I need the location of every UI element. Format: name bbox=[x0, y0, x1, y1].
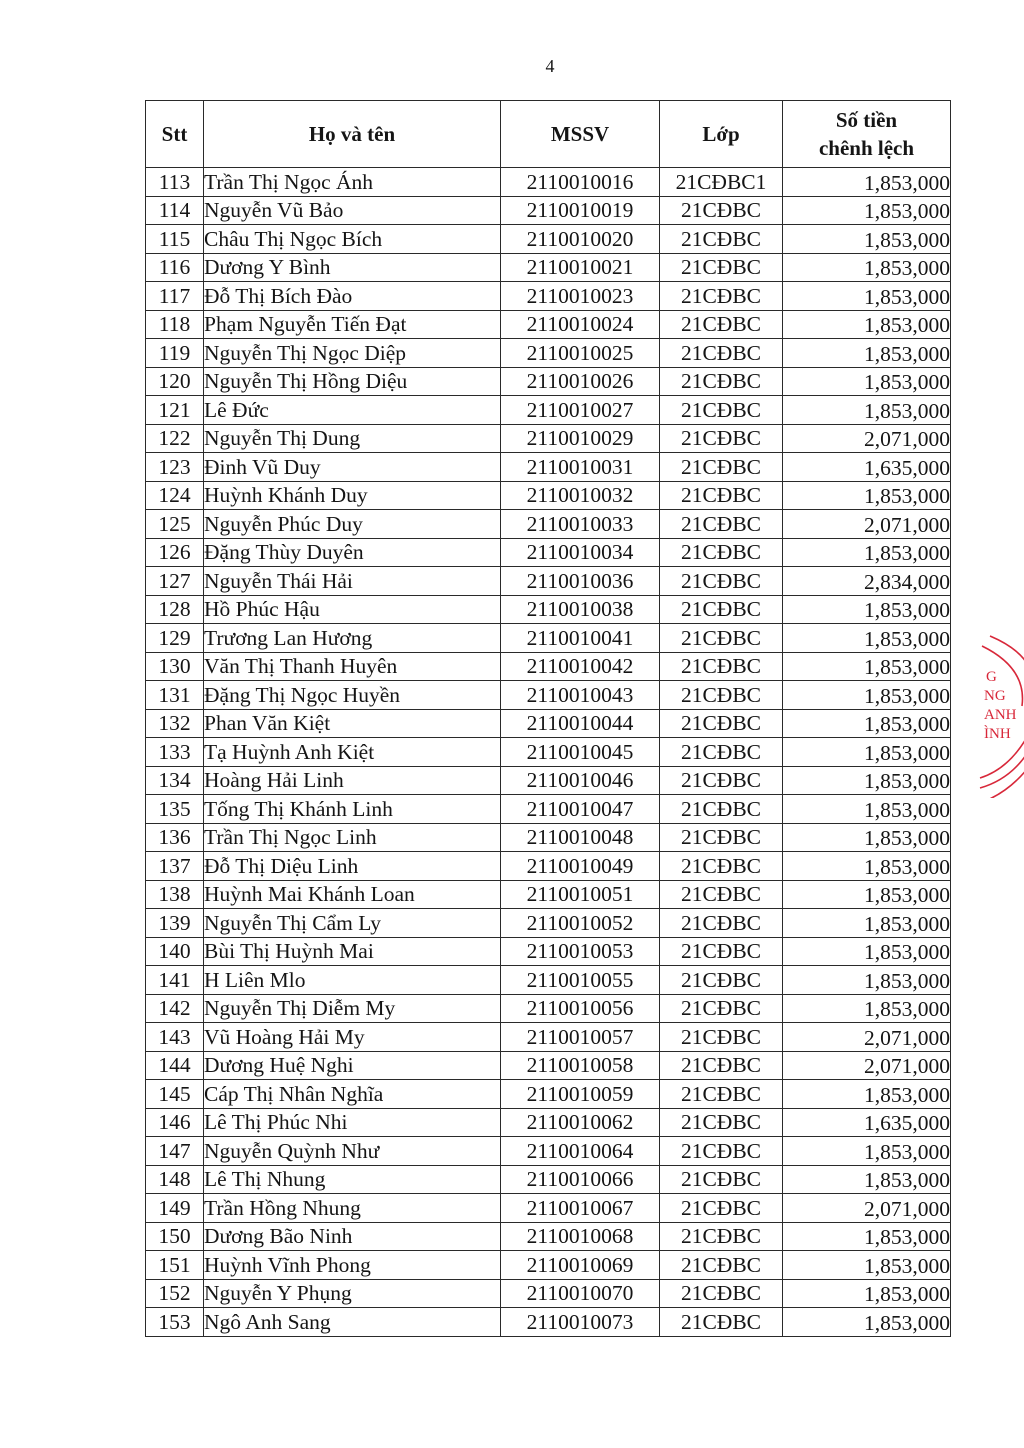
cell-stt: 126 bbox=[146, 538, 204, 567]
cell-lop: 21CĐBC bbox=[660, 823, 783, 852]
table-row bbox=[146, 852, 951, 881]
cell-stt: 128 bbox=[146, 595, 204, 624]
cell-name: Trần Thị Ngọc Linh bbox=[204, 823, 501, 852]
cell-name: Đặng Thị Ngọc Huyền bbox=[204, 681, 501, 710]
cell-amount: 1,853,000 bbox=[783, 852, 951, 881]
cell-stt: 150 bbox=[146, 1222, 204, 1251]
cell-amount: 1,853,000 bbox=[783, 624, 951, 653]
cell-amount: 1,853,000 bbox=[783, 481, 951, 510]
cell-lop: 21CĐBC bbox=[660, 310, 783, 339]
cell-lop: 21CĐBC bbox=[660, 538, 783, 567]
cell-amount: 1,853,000 bbox=[783, 1080, 951, 1109]
cell-name: Đinh Vũ Duy bbox=[204, 453, 501, 482]
table-row bbox=[146, 310, 951, 339]
cell-stt: 131 bbox=[146, 681, 204, 710]
cell-amount: 2,071,000 bbox=[783, 1194, 951, 1223]
table-row bbox=[146, 1308, 951, 1337]
cell-amount: 1,853,000 bbox=[783, 1137, 951, 1166]
stamp-text-2: NG bbox=[984, 688, 1006, 704]
cell-name: Lê Thị Nhung bbox=[204, 1165, 501, 1194]
cell-stt: 139 bbox=[146, 909, 204, 938]
cell-stt: 120 bbox=[146, 367, 204, 396]
cell-amount: 2,834,000 bbox=[783, 567, 951, 596]
cell-name: Hồ Phúc Hậu bbox=[204, 595, 501, 624]
cell-amount: 1,853,000 bbox=[783, 994, 951, 1023]
header-stt: Stt bbox=[146, 101, 204, 168]
cell-mssv: 2110010047 bbox=[501, 795, 660, 824]
table-row bbox=[146, 1051, 951, 1080]
cell-lop: 21CĐBC bbox=[660, 966, 783, 995]
page-number: 4 bbox=[545, 56, 555, 76]
cell-amount: 1,853,000 bbox=[783, 253, 951, 282]
header-amount-line2: chênh lệch bbox=[818, 136, 915, 160]
table-row bbox=[146, 823, 951, 852]
cell-stt: 151 bbox=[146, 1251, 204, 1280]
table-row bbox=[146, 766, 951, 795]
cell-name: Nguyễn Y Phụng bbox=[204, 1279, 501, 1308]
cell-amount: 2,071,000 bbox=[783, 510, 951, 539]
cell-stt: 123 bbox=[146, 453, 204, 482]
cell-lop: 21CĐBC bbox=[660, 795, 783, 824]
cell-name: Trương Lan Hương bbox=[204, 624, 501, 653]
cell-lop: 21CĐBC bbox=[660, 225, 783, 254]
table-row bbox=[146, 1222, 951, 1251]
cell-amount: 1,853,000 bbox=[783, 966, 951, 995]
cell-name: Nguyễn Thị Hồng Diệu bbox=[204, 367, 501, 396]
cell-lop: 21CĐBC bbox=[660, 595, 783, 624]
cell-stt: 143 bbox=[146, 1023, 204, 1052]
cell-lop: 21CĐBC bbox=[660, 1080, 783, 1109]
cell-mssv: 2110010023 bbox=[501, 282, 660, 311]
cell-amount: 2,071,000 bbox=[783, 1023, 951, 1052]
cell-mssv: 2110010026 bbox=[501, 367, 660, 396]
cell-mssv: 2110010066 bbox=[501, 1165, 660, 1194]
cell-name: Nguyễn Thị Cẩm Ly bbox=[204, 909, 501, 938]
cell-amount: 1,853,000 bbox=[783, 1279, 951, 1308]
cell-mssv: 2110010034 bbox=[501, 538, 660, 567]
table-row bbox=[146, 367, 951, 396]
cell-mssv: 2110010056 bbox=[501, 994, 660, 1023]
cell-amount: 1,853,000 bbox=[783, 538, 951, 567]
cell-stt: 125 bbox=[146, 510, 204, 539]
cell-lop: 21CĐBC bbox=[660, 1222, 783, 1251]
cell-mssv: 2110010067 bbox=[501, 1194, 660, 1223]
cell-mssv: 2110010029 bbox=[501, 424, 660, 453]
cell-amount: 1,853,000 bbox=[783, 225, 951, 254]
cell-name: Dương Bão Ninh bbox=[204, 1222, 501, 1251]
cell-mssv: 2110010016 bbox=[501, 168, 660, 197]
cell-mssv: 2110010062 bbox=[501, 1108, 660, 1137]
cell-amount: 1,853,000 bbox=[783, 367, 951, 396]
cell-lop: 21CĐBC bbox=[660, 1279, 783, 1308]
header-mssv: MSSV bbox=[501, 101, 660, 168]
cell-stt: 127 bbox=[146, 567, 204, 596]
cell-lop: 21CĐBC bbox=[660, 1023, 783, 1052]
cell-name: Lê Thị Phúc Nhi bbox=[204, 1108, 501, 1137]
cell-amount: 1,853,000 bbox=[783, 595, 951, 624]
cell-mssv: 2110010019 bbox=[501, 196, 660, 225]
cell-lop: 21CĐBC bbox=[660, 937, 783, 966]
table-row bbox=[146, 1137, 951, 1166]
cell-amount: 1,853,000 bbox=[783, 823, 951, 852]
table-row bbox=[146, 652, 951, 681]
table-row bbox=[146, 567, 951, 596]
cell-name: Nguyễn Vũ Bảo bbox=[204, 196, 501, 225]
cell-lop: 21CĐBC bbox=[660, 1051, 783, 1080]
header-amount bbox=[783, 101, 951, 168]
cell-mssv: 2110010068 bbox=[501, 1222, 660, 1251]
cell-amount: 1,853,000 bbox=[783, 709, 951, 738]
table-row bbox=[146, 424, 951, 453]
table-row bbox=[146, 253, 951, 282]
student-table bbox=[145, 100, 951, 1337]
cell-stt: 141 bbox=[146, 966, 204, 995]
cell-name: Phan Văn Kiệt bbox=[204, 709, 501, 738]
cell-amount: 1,853,000 bbox=[783, 168, 951, 197]
cell-stt: 122 bbox=[146, 424, 204, 453]
cell-mssv: 2110010038 bbox=[501, 595, 660, 624]
cell-mssv: 2110010069 bbox=[501, 1251, 660, 1280]
stamp-text-3: ANH bbox=[984, 707, 1017, 723]
cell-amount: 1,853,000 bbox=[783, 196, 951, 225]
table-row bbox=[146, 396, 951, 425]
cell-lop: 21CĐBC bbox=[660, 1165, 783, 1194]
cell-lop: 21CĐBC bbox=[660, 481, 783, 510]
cell-lop: 21CĐBC bbox=[660, 852, 783, 881]
table-row bbox=[146, 1108, 951, 1137]
cell-lop: 21CĐBC bbox=[660, 909, 783, 938]
table-row bbox=[146, 909, 951, 938]
cell-lop: 21CĐBC bbox=[660, 339, 783, 368]
cell-name: Huỳnh Vĩnh Phong bbox=[204, 1251, 501, 1280]
cell-mssv: 2110010046 bbox=[501, 766, 660, 795]
cell-stt: 147 bbox=[146, 1137, 204, 1166]
table-row bbox=[146, 994, 951, 1023]
table-header-row bbox=[146, 101, 951, 168]
cell-mssv: 2110010055 bbox=[501, 966, 660, 995]
cell-mssv: 2110010031 bbox=[501, 453, 660, 482]
table-row bbox=[146, 880, 951, 909]
cell-lop: 21CĐBC bbox=[660, 1194, 783, 1223]
cell-stt: 134 bbox=[146, 766, 204, 795]
cell-stt: 124 bbox=[146, 481, 204, 510]
cell-amount: 1,635,000 bbox=[783, 1108, 951, 1137]
cell-stt: 137 bbox=[146, 852, 204, 881]
cell-mssv: 2110010051 bbox=[501, 880, 660, 909]
cell-lop: 21CĐBC bbox=[660, 453, 783, 482]
cell-lop: 21CĐBC bbox=[660, 624, 783, 653]
cell-lop: 21CĐBC bbox=[660, 766, 783, 795]
cell-name: Đỗ Thị Bích Đào bbox=[204, 282, 501, 311]
cell-stt: 132 bbox=[146, 709, 204, 738]
cell-amount: 1,853,000 bbox=[783, 909, 951, 938]
cell-name: Dương Y Bình bbox=[204, 253, 501, 282]
cell-stt: 149 bbox=[146, 1194, 204, 1223]
cell-stt: 152 bbox=[146, 1279, 204, 1308]
cell-stt: 142 bbox=[146, 994, 204, 1023]
cell-stt: 113 bbox=[146, 168, 204, 197]
cell-name: Trần Thị Ngọc Ánh bbox=[204, 168, 501, 197]
table-row bbox=[146, 225, 951, 254]
cell-stt: 153 bbox=[146, 1308, 204, 1337]
table-row bbox=[146, 453, 951, 482]
cell-stt: 117 bbox=[146, 282, 204, 311]
table-row bbox=[146, 966, 951, 995]
stamp-text-1: G bbox=[986, 669, 997, 685]
cell-name: Nguyễn Thị Ngọc Diệp bbox=[204, 339, 501, 368]
cell-lop: 21CĐBC bbox=[660, 709, 783, 738]
cell-mssv: 2110010058 bbox=[501, 1051, 660, 1080]
cell-lop: 21CĐBC bbox=[660, 1251, 783, 1280]
cell-name: Huỳnh Khánh Duy bbox=[204, 481, 501, 510]
cell-mssv: 2110010032 bbox=[501, 481, 660, 510]
cell-lop: 21CĐBC bbox=[660, 367, 783, 396]
cell-amount: 1,853,000 bbox=[783, 1308, 951, 1337]
cell-name: Châu Thị Ngọc Bích bbox=[204, 225, 501, 254]
cell-name: Hoàng Hải Linh bbox=[204, 766, 501, 795]
cell-amount: 1,853,000 bbox=[783, 766, 951, 795]
cell-amount: 1,853,000 bbox=[783, 652, 951, 681]
cell-amount: 2,071,000 bbox=[783, 1051, 951, 1080]
cell-amount: 1,853,000 bbox=[783, 1165, 951, 1194]
cell-lop: 21CĐBC bbox=[660, 1308, 783, 1337]
table-row bbox=[146, 1279, 951, 1308]
cell-mssv: 2110010025 bbox=[501, 339, 660, 368]
cell-lop: 21CĐBC bbox=[660, 880, 783, 909]
cell-name: Đỗ Thị Diệu Linh bbox=[204, 852, 501, 881]
cell-mssv: 2110010052 bbox=[501, 909, 660, 938]
cell-amount: 1,853,000 bbox=[783, 1251, 951, 1280]
cell-amount: 1,853,000 bbox=[783, 396, 951, 425]
cell-lop: 21CĐBC bbox=[660, 681, 783, 710]
header-name: Họ và tên bbox=[204, 101, 501, 168]
cell-name: Tạ Huỳnh Anh Kiệt bbox=[204, 738, 501, 767]
cell-stt: 135 bbox=[146, 795, 204, 824]
cell-mssv: 2110010053 bbox=[501, 937, 660, 966]
table-row bbox=[146, 937, 951, 966]
cell-stt: 119 bbox=[146, 339, 204, 368]
cell-lop: 21CĐBC bbox=[660, 396, 783, 425]
table-row bbox=[146, 795, 951, 824]
cell-amount: 1,853,000 bbox=[783, 310, 951, 339]
cell-lop: 21CĐBC1 bbox=[660, 168, 783, 197]
cell-mssv: 2110010059 bbox=[501, 1080, 660, 1109]
cell-stt: 133 bbox=[146, 738, 204, 767]
cell-mssv: 2110010045 bbox=[501, 738, 660, 767]
cell-lop: 21CĐBC bbox=[660, 652, 783, 681]
cell-name: Cáp Thị Nhân Nghĩa bbox=[204, 1080, 501, 1109]
cell-lop: 21CĐBC bbox=[660, 424, 783, 453]
cell-mssv: 2110010027 bbox=[501, 396, 660, 425]
cell-amount: 1,853,000 bbox=[783, 937, 951, 966]
cell-mssv: 2110010024 bbox=[501, 310, 660, 339]
cell-mssv: 2110010041 bbox=[501, 624, 660, 653]
table-row bbox=[146, 709, 951, 738]
cell-name: Nguyễn Thị Dung bbox=[204, 424, 501, 453]
cell-amount: 1,853,000 bbox=[783, 681, 951, 710]
cell-stt: 116 bbox=[146, 253, 204, 282]
cell-stt: 145 bbox=[146, 1080, 204, 1109]
cell-lop: 21CĐBC bbox=[660, 567, 783, 596]
cell-lop: 21CĐBC bbox=[660, 282, 783, 311]
cell-name: Nguyễn Thị Diễm My bbox=[204, 994, 501, 1023]
cell-name: Đặng Thùy Duyên bbox=[204, 538, 501, 567]
cell-name: H Liên Mlo bbox=[204, 966, 501, 995]
cell-stt: 115 bbox=[146, 225, 204, 254]
cell-amount: 1,853,000 bbox=[783, 282, 951, 311]
stamp-text-4: ÌNH bbox=[984, 726, 1011, 742]
cell-name: Nguyễn Phúc Duy bbox=[204, 510, 501, 539]
table-row bbox=[146, 595, 951, 624]
cell-name: Phạm Nguyễn Tiến Đạt bbox=[204, 310, 501, 339]
cell-stt: 136 bbox=[146, 823, 204, 852]
table-row bbox=[146, 1194, 951, 1223]
cell-name: Vũ Hoàng Hải My bbox=[204, 1023, 501, 1052]
cell-stt: 114 bbox=[146, 196, 204, 225]
cell-amount: 1,635,000 bbox=[783, 453, 951, 482]
cell-name: Nguyễn Thái Hải bbox=[204, 567, 501, 596]
header-lop: Lớp bbox=[660, 101, 783, 168]
table-row bbox=[146, 738, 951, 767]
cell-lop: 21CĐBC bbox=[660, 196, 783, 225]
cell-mssv: 2110010049 bbox=[501, 852, 660, 881]
cell-lop: 21CĐBC bbox=[660, 253, 783, 282]
table-row bbox=[146, 282, 951, 311]
red-seal-stamp bbox=[972, 628, 1024, 798]
cell-mssv: 2110010043 bbox=[501, 681, 660, 710]
cell-mssv: 2110010033 bbox=[501, 510, 660, 539]
cell-name: Huỳnh Mai Khánh Loan bbox=[204, 880, 501, 909]
cell-mssv: 2110010021 bbox=[501, 253, 660, 282]
cell-name: Bùi Thị Huỳnh Mai bbox=[204, 937, 501, 966]
cell-stt: 118 bbox=[146, 310, 204, 339]
cell-stt: 130 bbox=[146, 652, 204, 681]
cell-stt: 129 bbox=[146, 624, 204, 653]
cell-amount: 1,853,000 bbox=[783, 795, 951, 824]
cell-mssv: 2110010042 bbox=[501, 652, 660, 681]
cell-mssv: 2110010044 bbox=[501, 709, 660, 738]
cell-stt: 138 bbox=[146, 880, 204, 909]
cell-stt: 121 bbox=[146, 396, 204, 425]
cell-stt: 148 bbox=[146, 1165, 204, 1194]
cell-name: Tống Thị Khánh Linh bbox=[204, 795, 501, 824]
cell-amount: 1,853,000 bbox=[783, 738, 951, 767]
cell-mssv: 2110010070 bbox=[501, 1279, 660, 1308]
cell-amount: 2,071,000 bbox=[783, 424, 951, 453]
cell-name: Ngô Anh Sang bbox=[204, 1308, 501, 1337]
table-row bbox=[146, 1080, 951, 1109]
table-row bbox=[146, 1165, 951, 1194]
table-row bbox=[146, 1251, 951, 1280]
cell-mssv: 2110010073 bbox=[501, 1308, 660, 1337]
cell-name: Lê Đức bbox=[204, 396, 501, 425]
cell-mssv: 2110010057 bbox=[501, 1023, 660, 1052]
table-row bbox=[146, 1023, 951, 1052]
cell-amount: 1,853,000 bbox=[783, 880, 951, 909]
table-row bbox=[146, 481, 951, 510]
cell-lop: 21CĐBC bbox=[660, 994, 783, 1023]
cell-stt: 146 bbox=[146, 1108, 204, 1137]
cell-amount: 1,853,000 bbox=[783, 1222, 951, 1251]
cell-mssv: 2110010036 bbox=[501, 567, 660, 596]
cell-lop: 21CĐBC bbox=[660, 1137, 783, 1166]
table-row bbox=[146, 510, 951, 539]
cell-mssv: 2110010048 bbox=[501, 823, 660, 852]
cell-lop: 21CĐBC bbox=[660, 738, 783, 767]
cell-name: Trần Hồng Nhung bbox=[204, 1194, 501, 1223]
table-row bbox=[146, 681, 951, 710]
cell-stt: 140 bbox=[146, 937, 204, 966]
table-row bbox=[146, 538, 951, 567]
table-row bbox=[146, 168, 951, 197]
header-amount-line1: Số tiền bbox=[835, 108, 898, 132]
cell-amount: 1,853,000 bbox=[783, 339, 951, 368]
cell-mssv: 2110010020 bbox=[501, 225, 660, 254]
table-row bbox=[146, 196, 951, 225]
cell-lop: 21CĐBC bbox=[660, 510, 783, 539]
cell-name: Nguyễn Quỳnh Như bbox=[204, 1137, 501, 1166]
table-row bbox=[146, 624, 951, 653]
cell-name: Văn Thị Thanh Huyên bbox=[204, 652, 501, 681]
cell-name: Dương Huệ Nghi bbox=[204, 1051, 501, 1080]
cell-mssv: 2110010064 bbox=[501, 1137, 660, 1166]
table-row bbox=[146, 339, 951, 368]
cell-stt: 144 bbox=[146, 1051, 204, 1080]
cell-lop: 21CĐBC bbox=[660, 1108, 783, 1137]
